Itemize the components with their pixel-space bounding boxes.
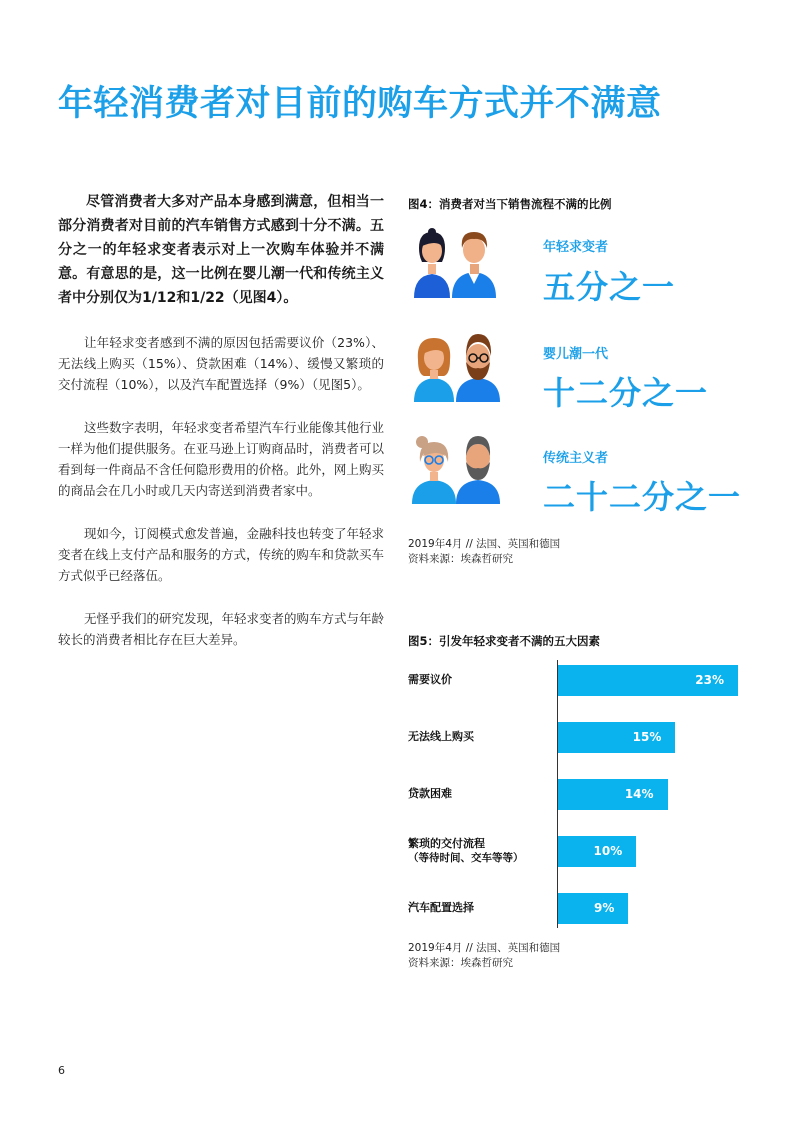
bar xyxy=(558,722,675,753)
fig5-source-ref: 资料来源：埃森哲研究 xyxy=(408,957,513,969)
fig4-segment-label: 婴儿潮一代 xyxy=(543,347,609,362)
bar-value-label: 14% xyxy=(624,787,654,801)
bar-category-label: 汽车配置选择 xyxy=(408,901,474,914)
fig4-source-ref: 资料来源：埃森哲研究 xyxy=(408,553,513,565)
fig5-source xyxy=(408,941,560,971)
bar-category-label: 贷款困难 xyxy=(408,787,452,800)
bar xyxy=(558,779,668,810)
lead-paragraph: 尽管消费者大多对产品本身感到满意，但相当一部分消费者对目前的汽车销售方式感到十分不满。五分之一的年轻求变者表示对上一次购车体验并不满意。有意思的是，这一比例在婴儿潮一代和传统主义者中分别仅为1/12和1/22（见图4）。 xyxy=(58,194,384,306)
fig4-segment-label: 年轻求变者 xyxy=(543,240,609,255)
bar-value-label: 10% xyxy=(593,844,623,858)
bar-value-label: 15% xyxy=(632,730,662,744)
bar-value-label: 9% xyxy=(594,901,615,915)
baby-boomer-couple-icon xyxy=(408,330,508,402)
fig5-title: 图5：引发年轻求变者不满的五大因素 xyxy=(408,634,600,648)
body-paragraph: 现如今，订阅模式愈发普遍，金融科技也转变了年轻求变者在线上支付产品和服务的方式，传统的购车和贷款买车方式似乎已经落伍。 xyxy=(58,526,385,583)
fig4-segment-value: 十二分之一 xyxy=(543,374,709,412)
fig4-segment-value: 二十二分之一 xyxy=(543,478,742,516)
bar-value-label: 23% xyxy=(695,673,724,687)
young-couple-icon xyxy=(408,226,508,298)
fig4-segment-label: 传统主义者 xyxy=(543,451,609,466)
fig4-segment-value: 五分之一 xyxy=(543,268,676,306)
bar xyxy=(558,836,636,867)
page-number: 6 xyxy=(58,1064,65,1077)
fig4-source xyxy=(408,537,560,567)
fig5-source-date: 2019年4月 // 法国、英国和德国 xyxy=(408,942,561,954)
bar xyxy=(558,893,628,924)
fig4-title: 图4：消费者对当下销售流程不满的比例 xyxy=(408,197,612,211)
fig4-source-date: 2019年4月 // 法国、英国和德国 xyxy=(408,538,561,550)
bar-category-label: 繁琐的交付流程 （等待时间、交车等等） xyxy=(408,837,524,864)
bar-category-label: 需要议价 xyxy=(408,673,452,686)
body-paragraph: 无怪乎我们的研究发现，年轻求变者的购车方式与年龄较长的消费者相比存在巨大差异。 xyxy=(58,611,385,647)
bar-category-label: 无法线上购买 xyxy=(408,730,474,743)
bar xyxy=(558,665,738,696)
body-paragraph: 这些数字表明，年轻求变者希望汽车行业能像其他行业一样为他们提供服务。在亚马逊上订购商品时，消费者可以看到每一件商品不含任何隐形费用的价格。此外，网上购买的商品会在几小时或几天内寄送到消费者家中。 xyxy=(58,420,385,498)
body-paragraph: 让年轻求变者感到不满的原因包括需要议价（23%）、无法线上购买（15%）、贷款困难（14%）、缓慢又繁琐的交付流程（10%），以及汽车配置选择（9%）（见图5）。 xyxy=(58,335,384,392)
traditionalist-couple-icon xyxy=(408,432,508,504)
body-text xyxy=(58,190,384,672)
page-title: 年轻消费者对目前的购车方式并不满意 xyxy=(58,84,662,124)
